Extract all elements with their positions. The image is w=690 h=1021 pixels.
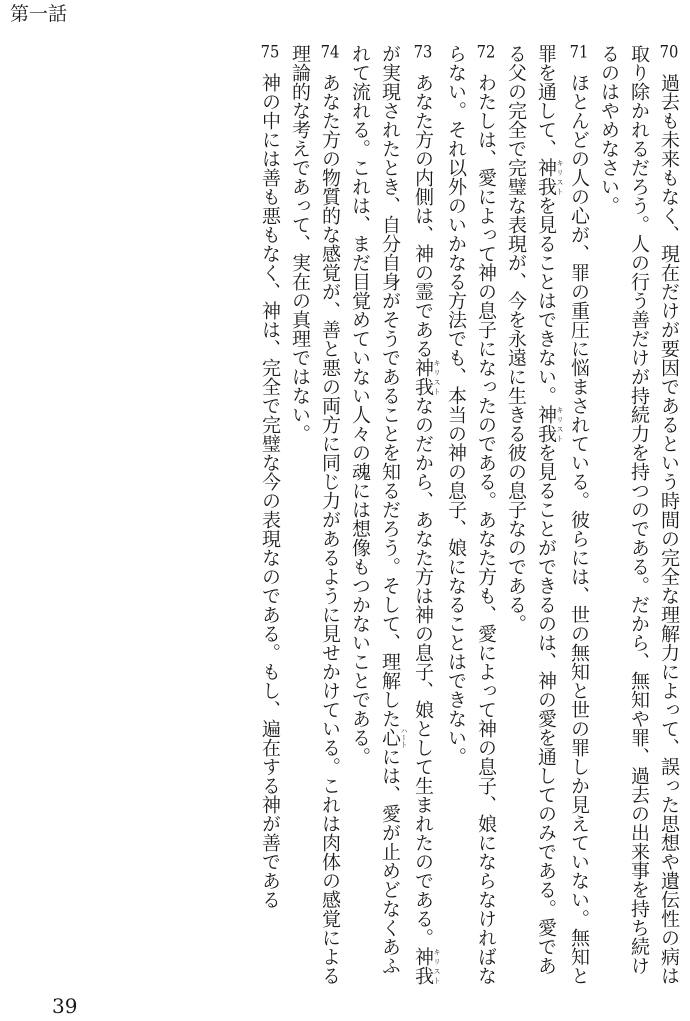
verse-72 (441, 44, 501, 986)
vertical-text-body (8, 44, 684, 986)
verse-text: なのだから、あなた方は神の息子、娘として生まれたのである。 (412, 396, 434, 947)
verse-70 (594, 44, 684, 986)
verse-73 (345, 44, 441, 986)
verse-text: ほとんどの人の心が、罪の重圧に悩まされている。彼らには、世の無知と世の罪しか見えていない。無知と罪を通して、 (535, 44, 590, 985)
verse-text: には、愛が止めどなくあふれて流れる。これは、まだ目覚めていない人々の魂には想像もつかないことである。 (349, 44, 401, 975)
page-number: 39 (52, 994, 78, 1018)
ruby-reading: キリスト (433, 947, 441, 985)
verse-text: わたしは、愛によって神の息子になったのである。あなた方も、愛によって神の息子、娘にならなければならない。それ以外のいかなる方法でも、本当の神の息子、娘になることはできない。 (445, 44, 497, 985)
verse-number: 74 (320, 44, 340, 61)
ruby-annotated-word: 神我 キリスト (412, 358, 441, 396)
ruby-annotated-word: 神我 キリスト (412, 947, 441, 985)
ruby-annotated-word: 神我 キリスト (535, 405, 564, 443)
verse-number: 75 (260, 44, 280, 61)
ruby-annotated-word: 神我 キリスト (535, 158, 564, 196)
verse-text: 神の中には善も悪もなく、神は、完全で完璧な今の表現なのである。もし、遍在する神が善である (259, 73, 281, 909)
verse-text: 過去も未来もなく、現在だけが要因であるという時間の完全な理解力によって、誤った思想や遺伝性の病は取り除かれるだろう。人の行う善だけが持続力を持つのである。だから、無知や罪、過去の出来事を持ち続けるのはやめなさい。 (598, 44, 680, 985)
verse-number: 70 (659, 44, 679, 61)
chapter-header: 第一話 (10, 3, 68, 25)
ruby-reading: キリスト (433, 358, 441, 396)
verse-75 (255, 44, 285, 986)
verse-text: あなた方の物質的な感覚が、善と悪の両方に同じ力があるように見せかけている。これは肉体の感覚による理論的な考えであって、実在の真理ではない。 (289, 44, 341, 985)
verse-text: あなた方の内側は、神の霊である (412, 73, 434, 358)
verse-text: が実現されたとき、自分自身がそうであることを知るだろう。そして、理解した (379, 44, 401, 728)
verse-71 (501, 44, 594, 986)
verse-text: を見ることができるのは、神の愛を通してのみである。愛である父の完全で完璧な表現が、今を永遠に生きる彼の息子なのである。 (505, 44, 557, 975)
ruby-reading: キリスト (556, 405, 564, 443)
ruby-reading: ハート (400, 727, 408, 748)
verse-74 (285, 44, 345, 986)
verse-text: を見ることはできない。 (535, 196, 557, 405)
ruby-reading: キリスト (556, 158, 564, 196)
verse-number: 72 (476, 44, 496, 61)
verse-number: 71 (569, 44, 589, 61)
ruby-annotated-word: 心 ハート (379, 727, 408, 748)
verse-number: 73 (413, 44, 433, 61)
